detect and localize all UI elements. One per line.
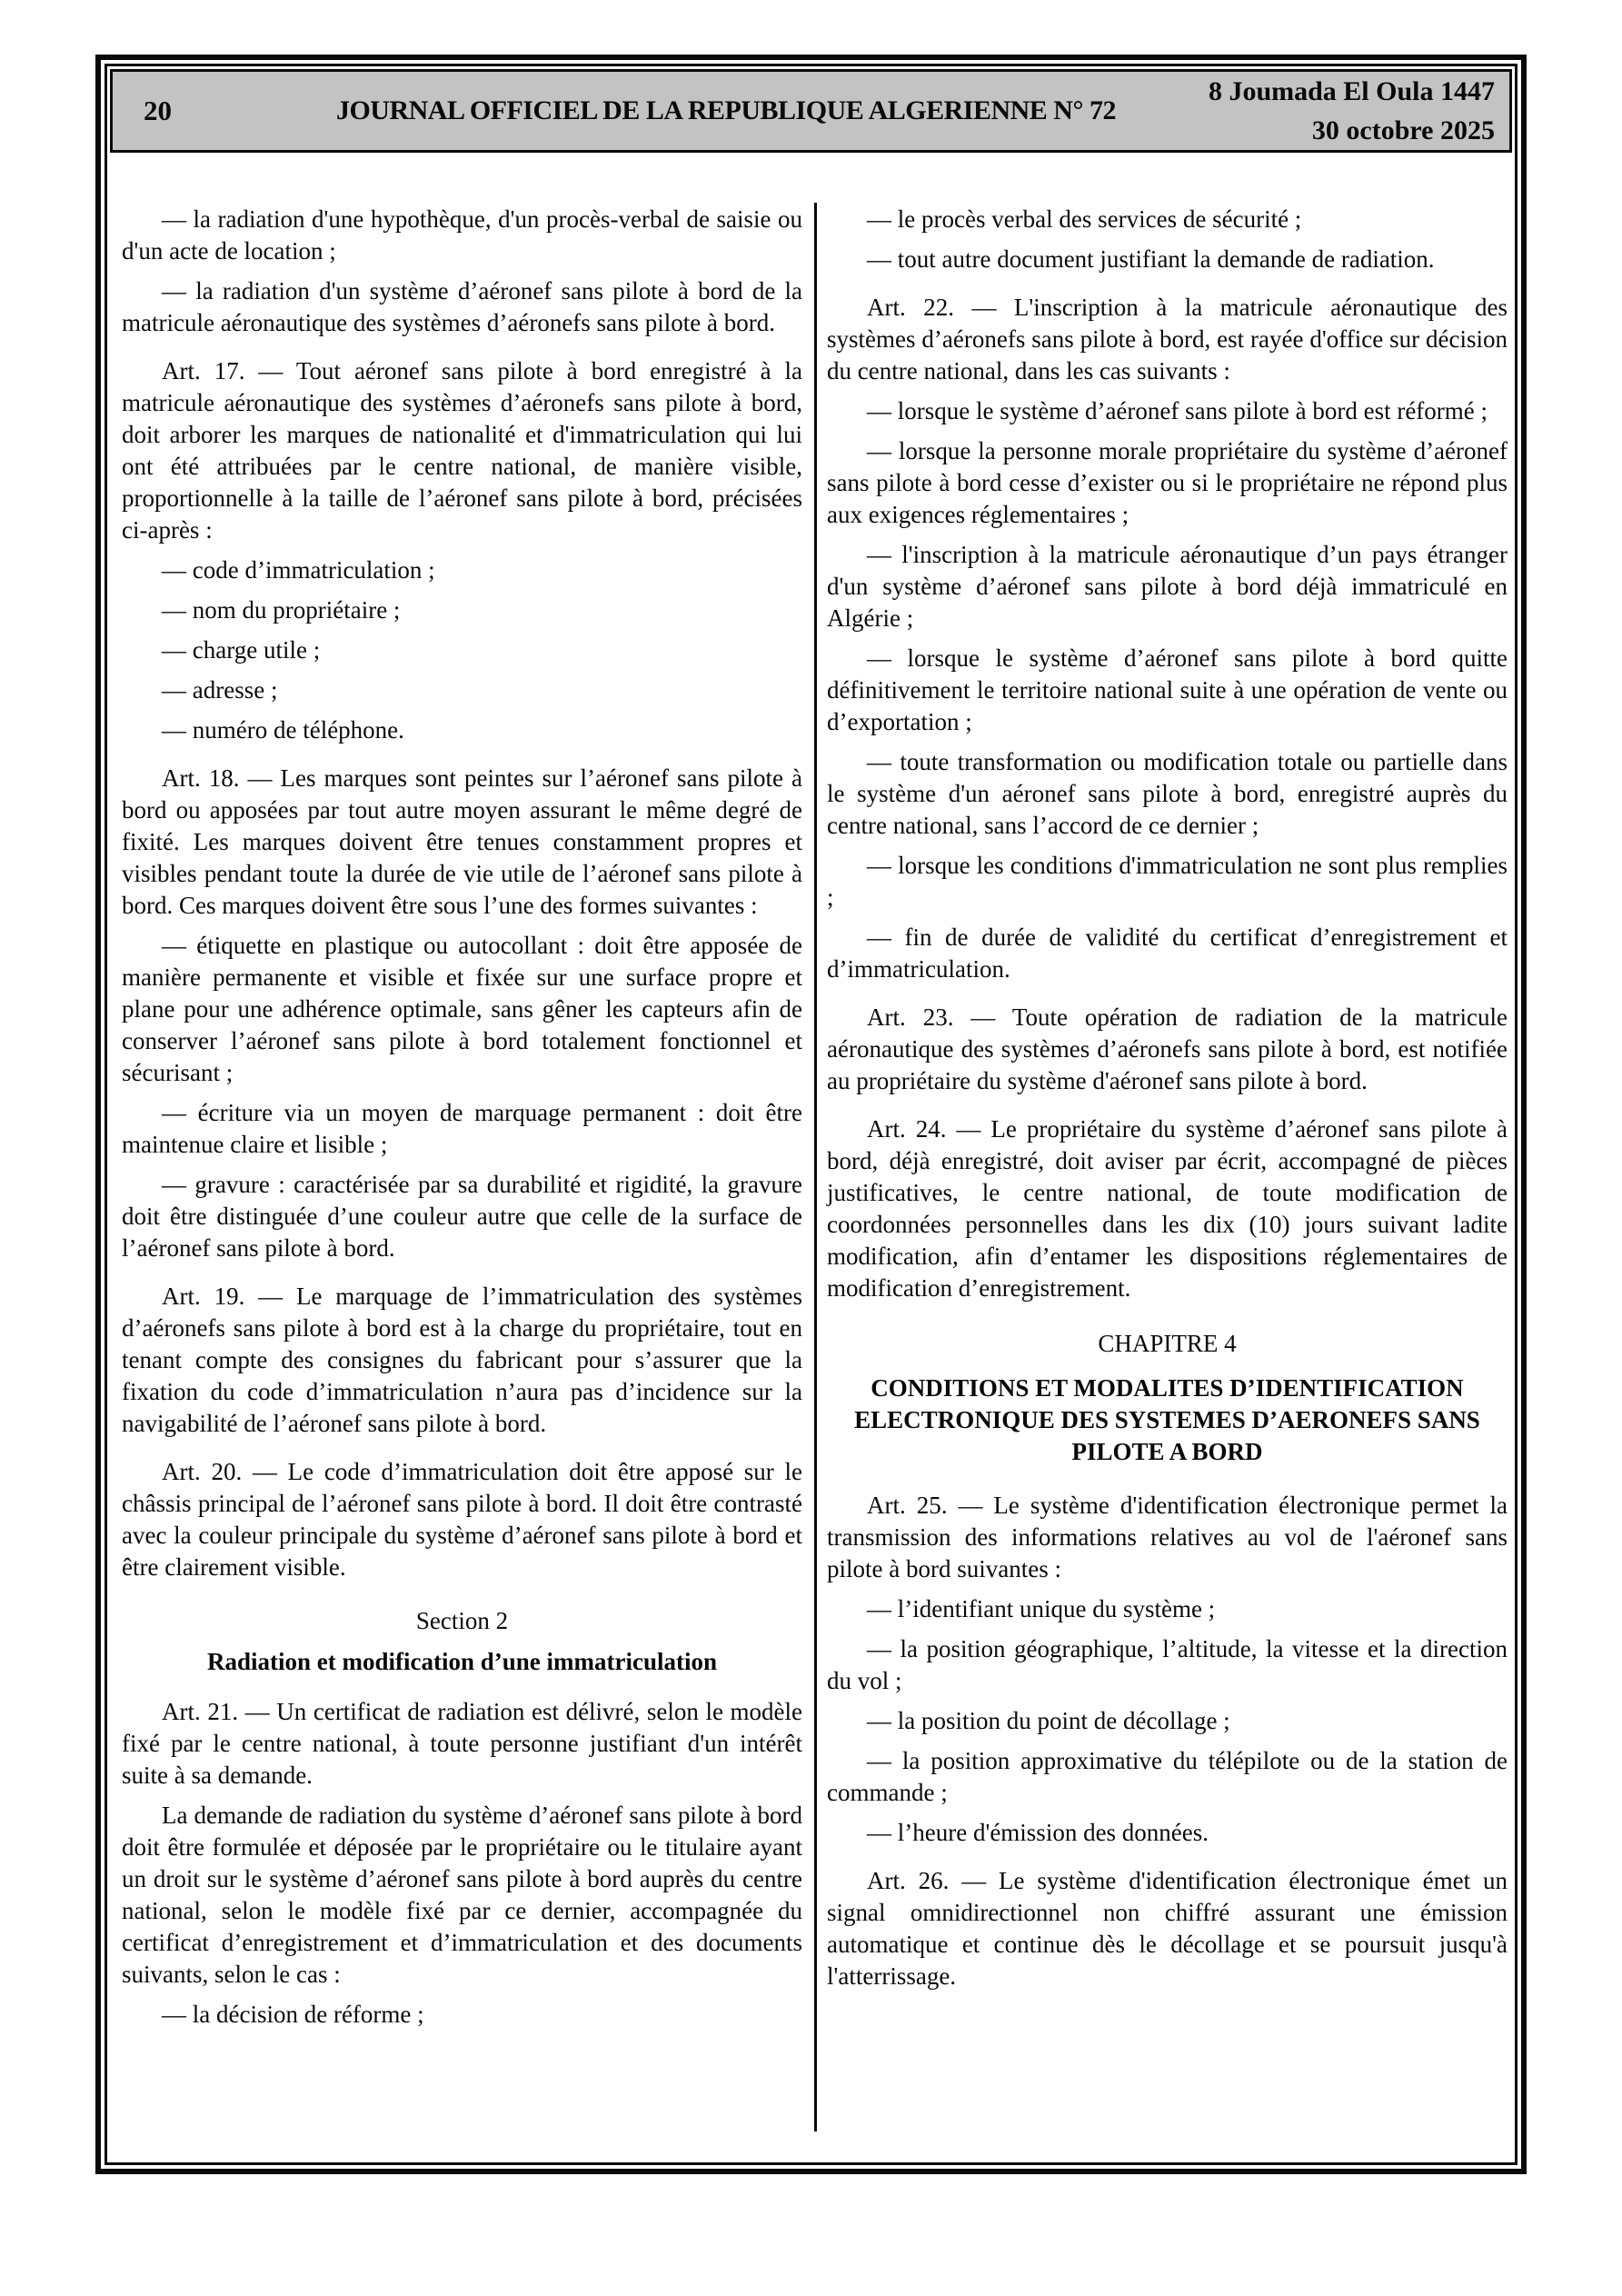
list-item: — la position du point de décollage ; [867,1707,1230,1734]
list-item: — la position géographique, l’altitude, la vitesse et la direction du vol ; [827,1635,1508,1694]
date-hijri: 8 Joumada El Oula 1447 [1208,76,1495,106]
section-label: Section 2 [415,1607,509,1634]
article-paragraph: Art. 20. — Le code d’immatriculation doit être apposé sur le châssis principal de l’aéronef sans pilote à bord. Il doit être contrasté avec la couleur principale du système d’aéronef sans pilote à bord et être clairement visible. [122,1458,802,1581]
date-gregorian: 30 octobre 2025 [1311,115,1495,145]
article-paragraph: Art. 21. — Un certificat de radiation est délivré, selon le modèle fixé par le centre national, à toute personne justifiant d'un intérêt suite à sa demande. [122,1698,802,1789]
page-frame [95,55,1527,2174]
list-item: — lorsque les conditions d'immatriculation ne sont plus remplies ; [827,852,1508,911]
paragraph: La demande de radiation du système d’aéronef sans pilote à bord doit être formulée et déposée par le propriétaire ou le titulaire ayant un droit sur le système d’aéronef sans pilote à bord auprès du centre national, selon le modèle fixé par ce dernier, accompagnée du certificat d’enregistrement et d’immatriculation et des documents suivants, selon le cas : [122,1802,802,1988]
article-paragraph: Art. 26. — Le système d'identification électronique émet un signal omnidirectionnel non chiffré assurant une émission automatique et continue dès le décollage et se poursuit jusqu'à l'atterrissage. [827,1867,1508,1990]
list-item: — la radiation d'un système d’aéronef sans pilote à bord de la matricule aéronautique des systèmes d’aéronefs sans pilote à bord. [122,277,802,336]
list-item: — fin de durée de validité du certificat d’enregistrement et d’immatriculation. [827,923,1508,983]
article-paragraph: Art. 17. — Tout aéronef sans pilote à bord enregistré à la matricule aéronautique des systèmes d’aéronefs sans pilote à bord, doit arborer les marques de nationalité et d'immatriculation qui lui ont été attribuées par le centre national, de manière visible, proportionnelle à la taille de l’aéronef sans pilote à bord, précisées ci-après : [122,357,802,544]
list-item: — la décision de réforme ; [162,2001,424,2028]
header [110,69,1512,153]
list-item: — charge utile ; [162,636,321,664]
article-paragraph: Art. 22. — L'inscription à la matricule aéronautique des systèmes d’aéronefs sans pilote à bord, est rayée d'office sur décision du centre national, dans les cas suivants : [827,294,1508,384]
page-body [107,153,1515,2039]
article-paragraph: Art. 25. — Le système d'identification électronique permet la transmission des informations relatives au vol de l'aéronef sans pilote à bord suivantes : [827,1492,1508,1582]
list-item: — numéro de téléphone. [162,716,404,744]
list-item: — lorsque le système d’aéronef sans pilote à bord quitte définitivement le territoire national suite à une opération de vente ou d’exportation ; [827,644,1508,735]
list-item: — adresse ; [162,676,278,704]
list-item: — nom du propriétaire ; [162,596,401,624]
article-paragraph: Art. 19. — Le marquage de l’immatriculation des systèmes d’aéronefs sans pilote à bord est à la charge du propriétaire, tout en tenant compte des consignes du fabricant pour s’assurer que la fixation du code d’immatriculation n’aura pas d’incidence sur la navigabilité de l’aéronef sans pilote à bord. [122,1283,802,1437]
chapter-heading: CONDITIONS ET MODALITES D’IDENTIFICATION ELECTRONIQUE DES SYSTEMES D’AERONEFS SANS PILOTE A BORD [854,1374,1480,1465]
page-number: 20 [144,95,172,126]
list-item: — code d’immatriculation ; [162,556,435,584]
list-item: — l’heure d'émission des données. [867,1819,1209,1846]
article-paragraph: Art. 18. — Les marques sont peintes sur l’aéronef sans pilote à bord ou apposées par tout autre moyen assurant le même degré de fixité. Les marques doivent être tenues constamment propres et visibles pendant toute la durée de vie utile de l’aéronef sans pilote à bord. Ces marques doivent être sous l’une des formes suivantes : [122,764,802,919]
journal-title: JOURNAL OFFICIEL DE LA REPUBLIQUE ALGERIENNE N° 72 [335,95,1116,125]
list-item: — la radiation d'une hypothèque, d'un procès-verbal de saisie ou d'un acte de location ; [122,205,802,265]
chapter-label: CHAPITRE 4 [1098,1330,1237,1357]
list-item: — tout autre document justifiant la demande de radiation. [867,245,1435,273]
list-item: — l'inscription à la matricule aéronautique d’un pays étranger d'un système d’aéronef sans pilote à bord déjà immatriculé en Algérie ; [827,541,1508,632]
left-column [122,204,802,2039]
list-item: — le procès verbal des services de sécurité ; [867,205,1302,233]
list-item: — l’identifiant unique du système ; [867,1595,1216,1622]
article-paragraph: Art. 24. — Le propriétaire du système d’aéronef sans pilote à bord, déjà enregistré, doit aviser par écrit, accompagné de pièces justificatives, le centre national, de toute modification de coordonnées personnelles dans les dix (10) jours suivant ladite modification, afin d’entamer les dispositions réglementaires de modification d’enregistrement. [827,1115,1508,1302]
list-item: — toute transformation ou modification totale ou partielle dans le système d'un aéronef sans pilote à bord, enregistré auprès du centre national, sans l’accord de ce dernier ; [827,748,1508,839]
right-column [827,204,1508,2039]
page-frame-inner [104,64,1518,2165]
section-heading: Radiation et modification d’une immatriculation [207,1648,717,1675]
list-item: — gravure : caractérisée par sa durabilité et rigidité, la gravure doit être distinguée d’une couleur autre que celle de la surface de l’aéronef sans pilote à bord. [122,1171,802,1262]
list-item: — la position approximative du télépilote ou de la station de commande ; [827,1747,1508,1806]
list-item: — lorsque le système d’aéronef sans pilote à bord est réformé ; [867,397,1488,424]
article-paragraph: Art. 23. — Toute opération de radiation de la matricule aéronautique des systèmes d’aéronefs sans pilote à bord, est notifiée au propriétaire du système d'aéronef sans pilote à bord. [827,1003,1508,1094]
list-item: — écriture via un moyen de marquage permanent : doit être maintenue claire et lisible ; [122,1099,802,1158]
list-item: — lorsque la personne morale propriétaire du système d’aéronef sans pilote à bord cesse d’exister ou si le propriétaire ne répond plus aux exigences réglementaires ; [827,437,1508,528]
list-item: — étiquette en plastique ou autocollant : doit être apposée de manière permanente et visible et fixée sur une surface propre et plane pour une adhérence optimale, sans gêner les capteurs afin de conserver l’aéronef sans pilote à bord totalement fonctionnel et sécurisant ; [122,932,802,1086]
header-dates [1209,72,1509,150]
column-divider [814,203,817,2131]
